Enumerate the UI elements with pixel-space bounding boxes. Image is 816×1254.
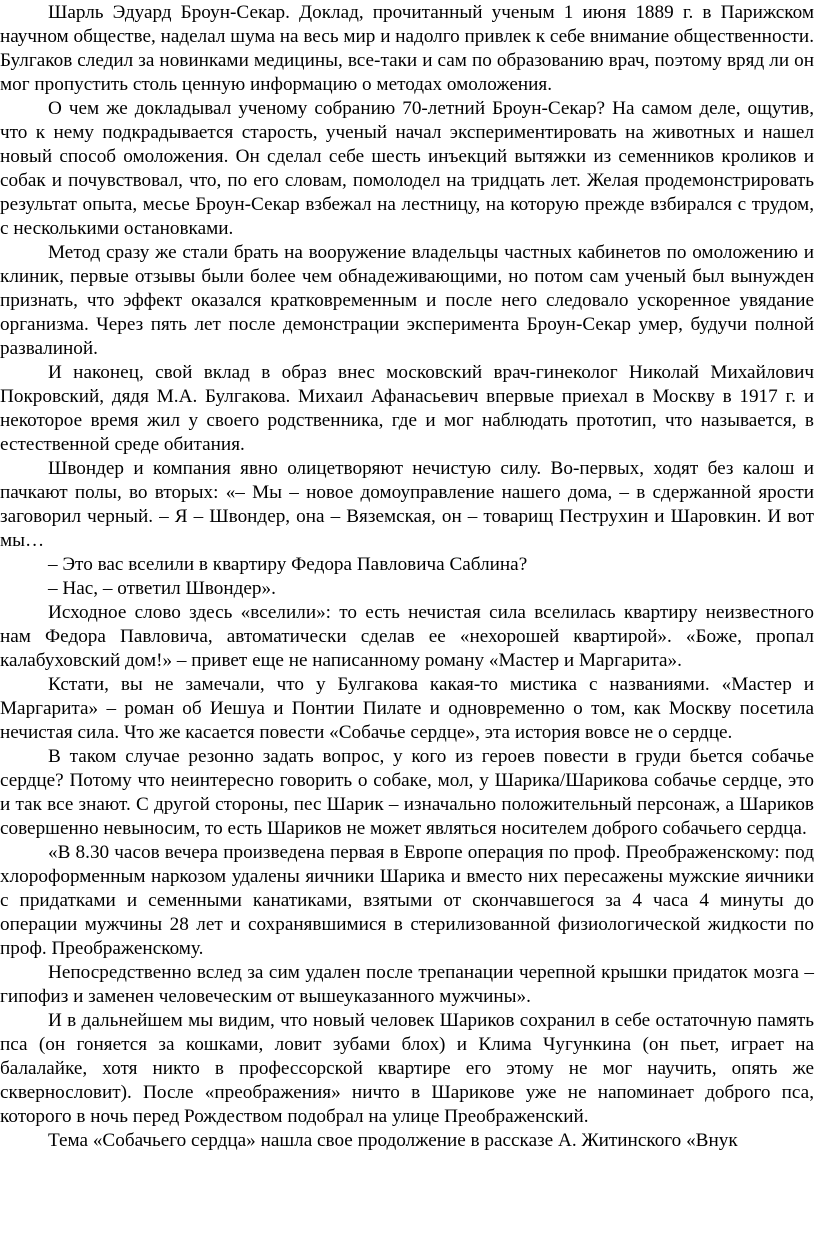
- dialogue-line: – Нас, – ответил Швондер».: [48, 578, 276, 599]
- paragraph: Метод сразу же стали брать на вооружение владельцы частных кабинетов по омоложению и клиник, первые отзывы были более чем обнадеживающими, но потом сам ученый был вынужден признать, что эффект оказался кратковременным и после него следовало ускоренное увядание организма. Через пять лет после демонстрации эксперимента Броун-Секар умер, будучи полной развалиной.: [0, 242, 814, 359]
- paragraph: Исходное слово здесь «вселили»: то есть нечистая сила вселилась квартиру неизвестного нам Федора Павловича, автоматически сделав ее «нехорошей квартирой». «Боже, пропал калабуховский дом!» – привет еще не написанному роману «Мастер и Маргарита».: [0, 602, 814, 671]
- quote-paragraph: Непосредственно вслед за сим удален после трепанации черепной крышки придаток мозга – гипофиз и заменен человеческим от вышеуказанного мужчины».: [0, 962, 814, 1007]
- paragraph-cut-off: Тема «Собачьего сердца» нашла свое продолжение в рассказе А. Житинского «Внук: [48, 1130, 738, 1151]
- dialogue-line: – Это вас вселили в квартиру Федора Павловича Саблина?: [48, 554, 528, 575]
- paragraph: В таком случае резонно задать вопрос, у кого из героев повести в груди бьется собачье сердце? Потому что неинтересно говорить о собаке, мол, у Шарика/Шарикова собачье сердце, это и так все знают. С другой стороны, пес Шарик – изначально положительный персонаж, а Шариков совершенно невыносим, то есть Шариков не может являться носителем доброго собачьего сердца.: [0, 746, 814, 839]
- paragraph: Кстати, вы не замечали, что у Булгакова какая-то мистика с названиями. «Мастер и Маргарита» – роман об Иешуа и Понтии Пилате и одновременно о том, как Москву посетила нечистая сила. Что же касается повести «Собачье сердце», эта история вовсе не о сердце.: [0, 674, 814, 743]
- paragraph: И в дальнейшем мы видим, что новый человек Шариков сохранил в себе остаточную память пса (он гоняется за кошками, ловит зубами блох) и Клима Чугункина (он пьет, играет на балалайке, хотя никто в профессорской квартире его этому не мог научить, опять же сквернословит). После «преображения» ничто в Шарикове уже не напоминает доброго пса, которого в ночь перед Рождеством подобрал на улице Преображенский.: [0, 1010, 814, 1127]
- quote-paragraph: «В 8.30 часов вечера произведена первая в Европе операция по проф. Преображенскому: под хлороформенным наркозом удалены яичники Шарика и вместо них пересажены мужские яичники с придатками и семенными канатиками, взятыми от скончавшегося за 4 часа 4 минуты до операции мужчины 28 лет и сохранявшимися в стерилизованной физиологической жидкости по проф. Преображенскому.: [0, 842, 814, 959]
- paragraph: Шарль Эдуард Броун-Секар. Доклад, прочитанный ученым 1 июня 1889 г. в Парижском научном обществе, наделал шума на весь мир и надолго привлек к себе внимание общественности. Булгаков следил за новинками медицины, все-таки и сам по образованию врач, поэтому вряд ли он мог пропустить столь ценную информацию о методах омоложения.: [0, 2, 814, 95]
- paragraph: О чем же докладывал ученому собранию 70-летний Броун-Секар? На самом деле, ощутив, что к нему подкрадывается старость, ученый начал экспериментировать на животных и нашел новый способ омоложения. Он сделал себе шесть инъекций вытяжки из семенников кроликов и собак и почувствовал, что, по его словам, помолодел на тридцать лет. Желая продемонстрировать результат опыта, месье Броун-Секар взбежал на лестницу, на которую прежде взбирался с трудом, с несколькими остановками.: [0, 98, 814, 239]
- paragraph: И наконец, свой вклад в образ внес московский врач-гинеколог Николай Михайлович Покровский, дядя М.А. Булгакова. Михаил Афанасьевич впервые приехал в Москву в 1917 г. и некоторое время жил у своего родственника, где и мог наблюдать прототип, что называется, в естественной среде обитания.: [0, 362, 814, 455]
- paragraph: Швондер и компания явно олицетворяют нечистую силу. Во-первых, ходят без калош и пачкают полы, во вторых: «– Мы – новое домоуправление нашего дома, – в сдержанной ярости заговорил черный. – Я – Швондер, она – Вяземская, он – товарищ Пеструхин и Шаровкин. И вот мы…: [0, 458, 814, 551]
